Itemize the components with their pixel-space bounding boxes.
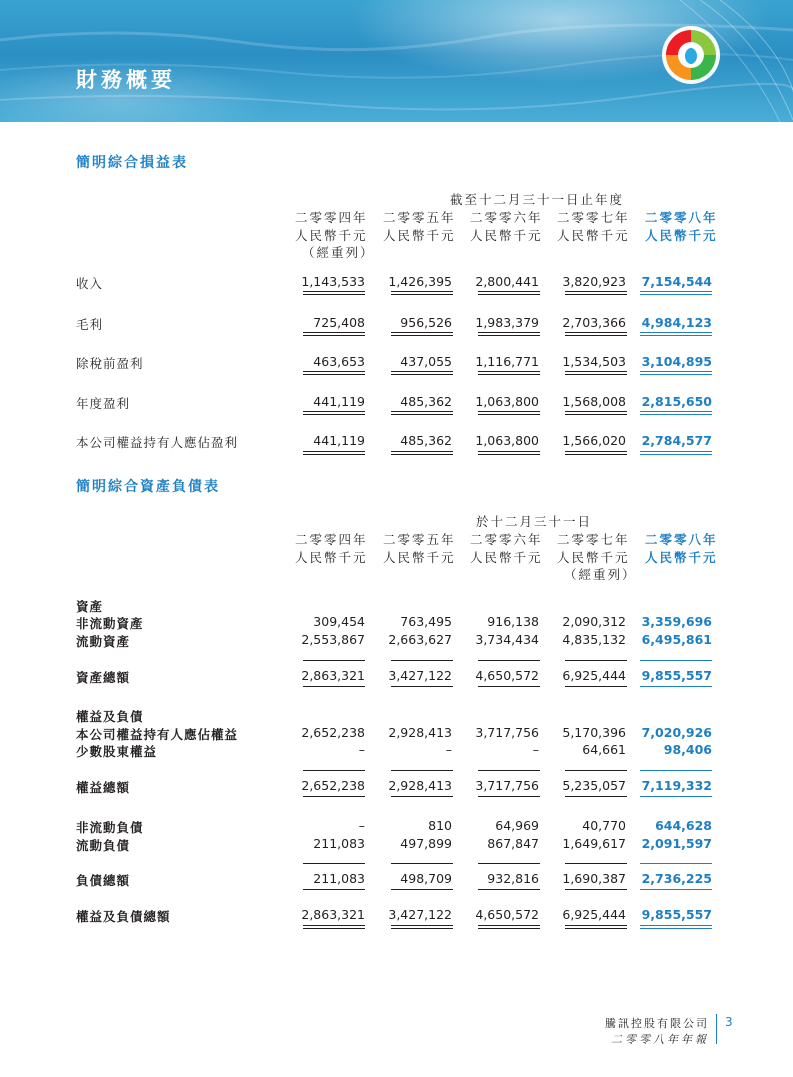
income-2-rule-4 <box>640 371 712 372</box>
balance-year-2004: 二零零四年 <box>295 532 368 547</box>
nca-2008: 3,359,696 <box>641 614 712 629</box>
bal-tl-top-rule-0 <box>303 863 365 864</box>
pbt-2005: 437,055 <box>400 354 452 369</box>
income-2-rule2-4 <box>640 374 712 375</box>
revenue-2006: 2,800,441 <box>475 274 539 289</box>
bal-te-bottom-rule-0 <box>303 796 365 797</box>
row-label-current-liab: 流動負債 <box>76 838 131 853</box>
eh-2004: 2,652,238 <box>301 725 365 740</box>
ta-2006: 4,650,572 <box>475 668 539 683</box>
income-year-2007: 二零零七年 <box>557 210 630 225</box>
mi-2006: – <box>532 742 539 757</box>
row-label-equity-holders: 本公司權益持有人應佔權益 <box>76 727 239 742</box>
income-2-rule-3 <box>565 371 627 372</box>
tl-2006: 932,816 <box>487 871 539 886</box>
bal-tl-bottom-rule-2 <box>478 889 540 890</box>
income-3-rule2-2 <box>478 414 540 415</box>
row-label-profit-for-year: 年度盈利 <box>76 396 131 411</box>
balance-sheet-title: 簡明綜合資產負債表 <box>76 479 220 495</box>
bal-tl-bottom-rule-1 <box>391 889 453 890</box>
balance-unit-2006: 人民幣千元 <box>470 550 543 565</box>
ncl-2008: 644,628 <box>655 818 712 833</box>
bal-tl-top-rule-1 <box>391 863 453 864</box>
bal-te-bottom-rule-1 <box>391 796 453 797</box>
bal-te-bottom-rule-4 <box>640 796 712 797</box>
tel-2008: 9,855,557 <box>641 907 712 922</box>
income-year-2004: 二零零四年 <box>295 210 368 225</box>
income-1-rule-3 <box>565 332 627 333</box>
bal-ta-top-rule-1 <box>391 660 453 661</box>
bal-tel-rule-0 <box>303 925 365 926</box>
revenue-2005: 1,426,395 <box>388 274 452 289</box>
income-1-rule2-3 <box>565 335 627 336</box>
ca-2005: 2,663,627 <box>388 632 452 647</box>
row-label-revenue: 收入 <box>76 276 104 291</box>
row-label-total-eq-liab: 權益及負債總額 <box>76 909 171 924</box>
balance-unit-2004: 人民幣千元 <box>295 550 368 565</box>
pbt-2004: 463,653 <box>313 354 365 369</box>
nca-2004: 309,454 <box>313 614 365 629</box>
tl-2005: 498,709 <box>400 871 452 886</box>
te-2007: 5,235,057 <box>562 778 626 793</box>
cl-2007: 1,649,617 <box>562 836 626 851</box>
income-0-rule2-1 <box>391 294 453 295</box>
balance-unit-2005: 人民幣千元 <box>383 550 456 565</box>
income-2-rule2-2 <box>478 374 540 375</box>
bal-te-bottom-rule-2 <box>478 796 540 797</box>
row-label-minority: 少數股東權益 <box>76 744 158 759</box>
attrib-2005: 485,362 <box>400 433 452 448</box>
attrib-2004: 441,119 <box>313 433 365 448</box>
gross-profit-2008: 4,984,123 <box>641 315 712 330</box>
balance-period-header: 於十二月三十一日 <box>476 514 593 529</box>
balance-unit-2007: 人民幣千元 <box>557 550 630 565</box>
bal-te-top-rule-1 <box>391 770 453 771</box>
bal-ta-bottom-rule-1 <box>391 686 453 687</box>
te-2006: 3,717,756 <box>475 778 539 793</box>
row-label-total-equity: 權益總額 <box>76 780 131 795</box>
income-0-rule-3 <box>565 291 627 292</box>
assets-header: 資產 <box>76 599 104 614</box>
bal-tel-rule-4 <box>640 925 712 926</box>
income-3-rule2-4 <box>640 414 712 415</box>
income-4-rule-3 <box>565 451 627 452</box>
income-3-rule-2 <box>478 411 540 412</box>
income-period-header: 截至十二月三十一日止年度 <box>450 192 625 207</box>
income-2-rule2-0 <box>303 374 365 375</box>
income-restated-note: （經重列） <box>302 245 375 260</box>
bal-ta-bottom-rule-2 <box>478 686 540 687</box>
revenue-2007: 3,820,923 <box>562 274 626 289</box>
income-0-rule-0 <box>303 291 365 292</box>
income-4-rule-4 <box>640 451 712 452</box>
income-1-rule-1 <box>391 332 453 333</box>
income-1-rule2-4 <box>640 335 712 336</box>
income-year-2005: 二零零五年 <box>383 210 456 225</box>
row-label-profit-before-tax: 除稅前盈利 <box>76 356 144 371</box>
bal-te-bottom-rule-3 <box>565 796 627 797</box>
bal-ta-top-rule-0 <box>303 660 365 661</box>
company-logo-icon <box>660 24 722 86</box>
eh-2007: 5,170,396 <box>562 725 626 740</box>
income-2-rule-0 <box>303 371 365 372</box>
ta-2008: 9,855,557 <box>641 668 712 683</box>
bal-te-top-rule-3 <box>565 770 627 771</box>
cl-2008: 2,091,597 <box>641 836 712 851</box>
mi-2005: – <box>445 742 452 757</box>
pbt-2007: 1,534,503 <box>562 354 626 369</box>
ncl-2007: 40,770 <box>582 818 626 833</box>
page-number: 3 <box>725 1015 733 1029</box>
pfy-2008: 2,815,650 <box>641 394 712 409</box>
income-2-rule2-1 <box>391 374 453 375</box>
bal-tl-top-rule-4 <box>640 863 712 864</box>
ncl-2005: 810 <box>428 818 452 833</box>
te-2005: 2,928,413 <box>388 778 452 793</box>
ca-2004: 2,553,867 <box>301 632 365 647</box>
bal-ta-top-rule-3 <box>565 660 627 661</box>
cl-2006: 867,847 <box>487 836 539 851</box>
mi-2004: – <box>358 742 365 757</box>
income-2-rule-2 <box>478 371 540 372</box>
income-3-rule2-1 <box>391 414 453 415</box>
pbt-2006: 1,116,771 <box>475 354 539 369</box>
ncl-2006: 64,969 <box>495 818 539 833</box>
income-year-2008: 二零零八年 <box>645 210 718 225</box>
bal-tel-rule2-4 <box>640 928 712 929</box>
income-unit-2006: 人民幣千元 <box>470 228 543 243</box>
bal-ta-bottom-rule-4 <box>640 686 712 687</box>
income-3-rule-0 <box>303 411 365 412</box>
tl-2004: 211,083 <box>313 871 365 886</box>
nca-2007: 2,090,312 <box>562 614 626 629</box>
income-4-rule2-2 <box>478 454 540 455</box>
tel-2005: 3,427,122 <box>388 907 452 922</box>
income-0-rule-2 <box>478 291 540 292</box>
row-label-total-assets: 資產總額 <box>76 670 131 685</box>
income-4-rule2-4 <box>640 454 712 455</box>
header-banner <box>0 0 793 122</box>
bal-te-top-rule-2 <box>478 770 540 771</box>
balance-year-2005: 二零零五年 <box>383 532 456 547</box>
income-4-rule-2 <box>478 451 540 452</box>
income-unit-2004: 人民幣千元 <box>295 228 368 243</box>
ta-2005: 3,427,122 <box>388 668 452 683</box>
bal-ta-bottom-rule-3 <box>565 686 627 687</box>
income-0-rule-4 <box>640 291 712 292</box>
bal-tl-top-rule-3 <box>565 863 627 864</box>
income-4-rule2-3 <box>565 454 627 455</box>
income-unit-2005: 人民幣千元 <box>383 228 456 243</box>
income-0-rule2-4 <box>640 294 712 295</box>
gross-profit-2007: 2,703,366 <box>562 315 626 330</box>
row-label-total-liab: 負債總額 <box>76 873 131 888</box>
te-2008: 7,119,332 <box>641 778 712 793</box>
ta-2007: 6,925,444 <box>562 668 626 683</box>
income-4-rule2-1 <box>391 454 453 455</box>
bal-tel-rule2-3 <box>565 928 627 929</box>
income-3-rule-3 <box>565 411 627 412</box>
bal-tel-rule2-0 <box>303 928 365 929</box>
income-4-rule-0 <box>303 451 365 452</box>
revenue-2008: 7,154,544 <box>641 274 712 289</box>
income-0-rule2-2 <box>478 294 540 295</box>
footer-divider <box>716 1014 717 1044</box>
gross-profit-2006: 1,983,379 <box>475 315 539 330</box>
ca-2007: 4,835,132 <box>562 632 626 647</box>
bal-tel-rule2-2 <box>478 928 540 929</box>
bal-ta-top-rule-4 <box>640 660 712 661</box>
bal-te-top-rule-4 <box>640 770 712 771</box>
income-1-rule-2 <box>478 332 540 333</box>
income-1-rule2-1 <box>391 335 453 336</box>
income-1-rule2-0 <box>303 335 365 336</box>
tel-2004: 2,863,321 <box>301 907 365 922</box>
income-unit-2007: 人民幣千元 <box>557 228 630 243</box>
bal-tl-bottom-rule-0 <box>303 889 365 890</box>
income-1-rule2-2 <box>478 335 540 336</box>
bal-tel-rule-2 <box>478 925 540 926</box>
footer-company: 騰訊控股有限公司 <box>605 1017 709 1030</box>
gross-profit-2005: 956,526 <box>400 315 452 330</box>
mi-2008: 98,406 <box>663 742 712 757</box>
income-statement-title: 簡明綜合損益表 <box>76 155 188 171</box>
income-4-rule-1 <box>391 451 453 452</box>
row-label-non-current-assets: 非流動資產 <box>76 616 144 631</box>
row-label-gross-profit: 毛利 <box>76 317 104 332</box>
tl-2008: 2,736,225 <box>641 871 712 886</box>
income-3-rule-1 <box>391 411 453 412</box>
income-3-rule-4 <box>640 411 712 412</box>
balance-unit-2008: 人民幣千元 <box>645 550 718 565</box>
nca-2006: 916,138 <box>487 614 539 629</box>
income-0-rule-1 <box>391 291 453 292</box>
bal-tel-rule-1 <box>391 925 453 926</box>
te-2004: 2,652,238 <box>301 778 365 793</box>
bal-te-top-rule-0 <box>303 770 365 771</box>
income-0-rule2-3 <box>565 294 627 295</box>
tel-2007: 6,925,444 <box>562 907 626 922</box>
pbt-2008: 3,104,895 <box>641 354 712 369</box>
row-label-current-assets: 流動資產 <box>76 634 131 649</box>
income-1-rule-4 <box>640 332 712 333</box>
pfy-2006: 1,063,800 <box>475 394 539 409</box>
eh-2006: 3,717,756 <box>475 725 539 740</box>
income-1-rule-0 <box>303 332 365 333</box>
balance-year-2006: 二零零六年 <box>470 532 543 547</box>
pfy-2005: 485,362 <box>400 394 452 409</box>
ca-2008: 6,495,861 <box>641 632 712 647</box>
page-title: 財務概要 <box>76 68 176 92</box>
mi-2007: 64,661 <box>582 742 626 757</box>
eh-2008: 7,020,926 <box>641 725 712 740</box>
cl-2004: 211,083 <box>313 836 365 851</box>
tl-2007: 1,690,387 <box>562 871 626 886</box>
income-3-rule2-0 <box>303 414 365 415</box>
equity-liab-header: 權益及負債 <box>76 709 144 724</box>
bal-ta-top-rule-2 <box>478 660 540 661</box>
row-label-non-current-liab: 非流動負債 <box>76 820 144 835</box>
ncl-2004: – <box>358 818 365 833</box>
revenue-2004: 1,143,533 <box>301 274 365 289</box>
footer-report: 二零零八年年報 <box>611 1033 709 1046</box>
attrib-2006: 1,063,800 <box>475 433 539 448</box>
ca-2006: 3,734,434 <box>475 632 539 647</box>
pfy-2004: 441,119 <box>313 394 365 409</box>
income-3-rule2-3 <box>565 414 627 415</box>
balance-restated-note: （經重列） <box>564 567 637 582</box>
bal-tl-top-rule-2 <box>478 863 540 864</box>
eh-2005: 2,928,413 <box>388 725 452 740</box>
income-4-rule2-0 <box>303 454 365 455</box>
ta-2004: 2,863,321 <box>301 668 365 683</box>
bal-tl-bottom-rule-4 <box>640 889 712 890</box>
balance-year-2007: 二零零七年 <box>557 532 630 547</box>
income-0-rule2-0 <box>303 294 365 295</box>
nca-2005: 763,495 <box>400 614 452 629</box>
bal-tl-bottom-rule-3 <box>565 889 627 890</box>
bal-ta-bottom-rule-0 <box>303 686 365 687</box>
income-2-rule2-3 <box>565 374 627 375</box>
balance-year-2008: 二零零八年 <box>645 532 718 547</box>
bal-tel-rule-3 <box>565 925 627 926</box>
income-year-2006: 二零零六年 <box>470 210 543 225</box>
row-label-profit-attributable: 本公司權益持有人應佔盈利 <box>76 435 239 450</box>
attrib-2007: 1,566,020 <box>562 433 626 448</box>
attrib-2008: 2,784,577 <box>641 433 712 448</box>
income-unit-2008: 人民幣千元 <box>645 228 718 243</box>
bal-tel-rule2-1 <box>391 928 453 929</box>
tel-2006: 4,650,572 <box>475 907 539 922</box>
cl-2005: 497,899 <box>400 836 452 851</box>
pfy-2007: 1,568,008 <box>562 394 626 409</box>
gross-profit-2004: 725,408 <box>313 315 365 330</box>
income-2-rule-1 <box>391 371 453 372</box>
